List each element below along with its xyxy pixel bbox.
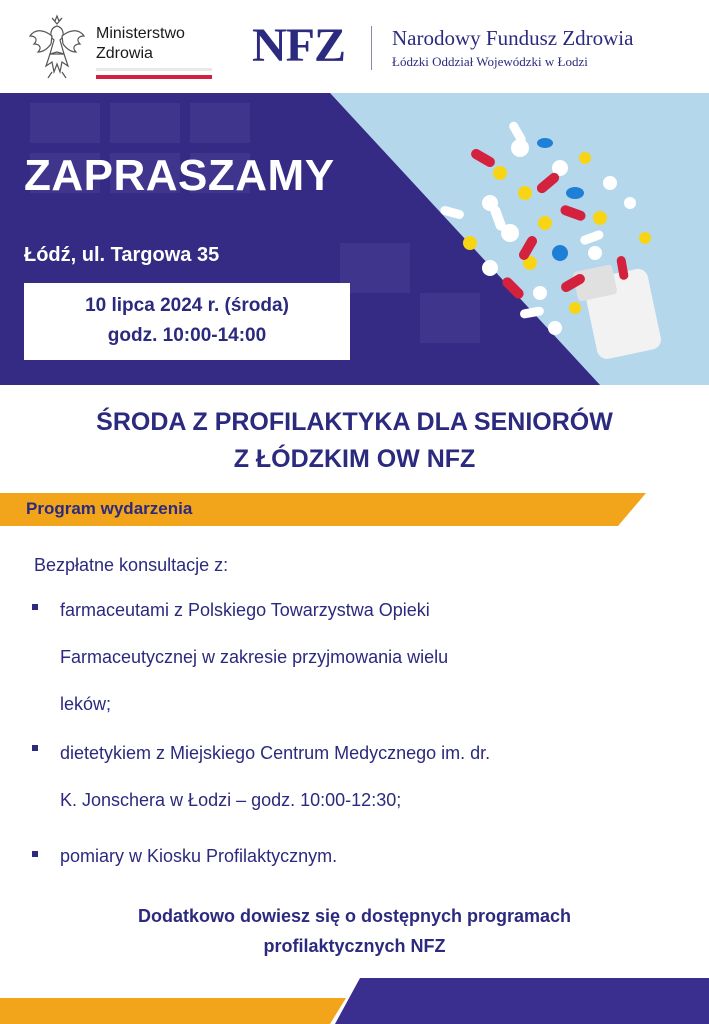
ministry-name bbox=[96, 24, 185, 64]
list-item-line: farmaceutami z Polskiego Towarzystwa Opieki bbox=[60, 600, 430, 620]
page-title bbox=[0, 404, 709, 478]
eagle-emblem-icon bbox=[28, 14, 86, 80]
list-item-line: dietetykiem z Miejskiego Centrum Medycznego im. dr. bbox=[60, 743, 491, 763]
program-label: Program wydarzenia bbox=[26, 499, 193, 518]
additional-info bbox=[0, 901, 709, 961]
list-item-line: Farmaceutycznej w zakresie przyjmowania wielu bbox=[60, 647, 449, 667]
title-line2: Z ŁÓDZKIM OW NFZ bbox=[233, 445, 476, 473]
footer-band bbox=[0, 978, 709, 1024]
title-line1: ŚRODA Z PROFILAKTYKA DLA SENIORÓW bbox=[96, 408, 613, 436]
flag-bar-red bbox=[96, 75, 212, 79]
nfz-name: Narodowy Fundusz Zdrowia bbox=[392, 26, 634, 50]
additional-info-line2: profilaktycznych NFZ bbox=[263, 936, 446, 956]
bullet-icon bbox=[32, 745, 38, 751]
invite-heading: ZAPRASZAMY bbox=[24, 151, 335, 200]
list-item-line: K. Jonschera w Łodzi – godz. 10:00-12:30; bbox=[60, 790, 402, 810]
logo-divider bbox=[371, 26, 372, 70]
date-box bbox=[24, 283, 350, 360]
ministry-line2: Zdrowia bbox=[96, 45, 153, 62]
list-item bbox=[60, 587, 680, 728]
additional-info-line1: Dodatkowo dowiesz się o dostępnych programach bbox=[137, 906, 572, 926]
program-intro: Bezpłatne konsultacje z: bbox=[34, 555, 229, 575]
nfz-logo: NFZ bbox=[252, 19, 345, 72]
list-item-line: leków; bbox=[60, 694, 112, 714]
flag-bar-white bbox=[96, 68, 212, 71]
list-item-line: pomiary w Kiosku Profilaktycznym. bbox=[60, 846, 338, 866]
event-date: 10 lipca 2024 r. (środa) bbox=[85, 295, 289, 316]
list-item bbox=[60, 833, 680, 880]
bullet-icon bbox=[32, 851, 38, 857]
ministry-line1: Ministerstwo bbox=[96, 25, 185, 42]
event-address: Łódź, ul. Targowa 35 bbox=[24, 244, 220, 266]
nfz-branch: Łódzki Oddział Wojewódzki w Łodzi bbox=[392, 54, 588, 69]
event-hours: godz. 10:00-14:00 bbox=[107, 325, 267, 346]
header bbox=[0, 0, 709, 93]
list-item bbox=[60, 730, 680, 824]
bullet-icon bbox=[32, 604, 38, 610]
